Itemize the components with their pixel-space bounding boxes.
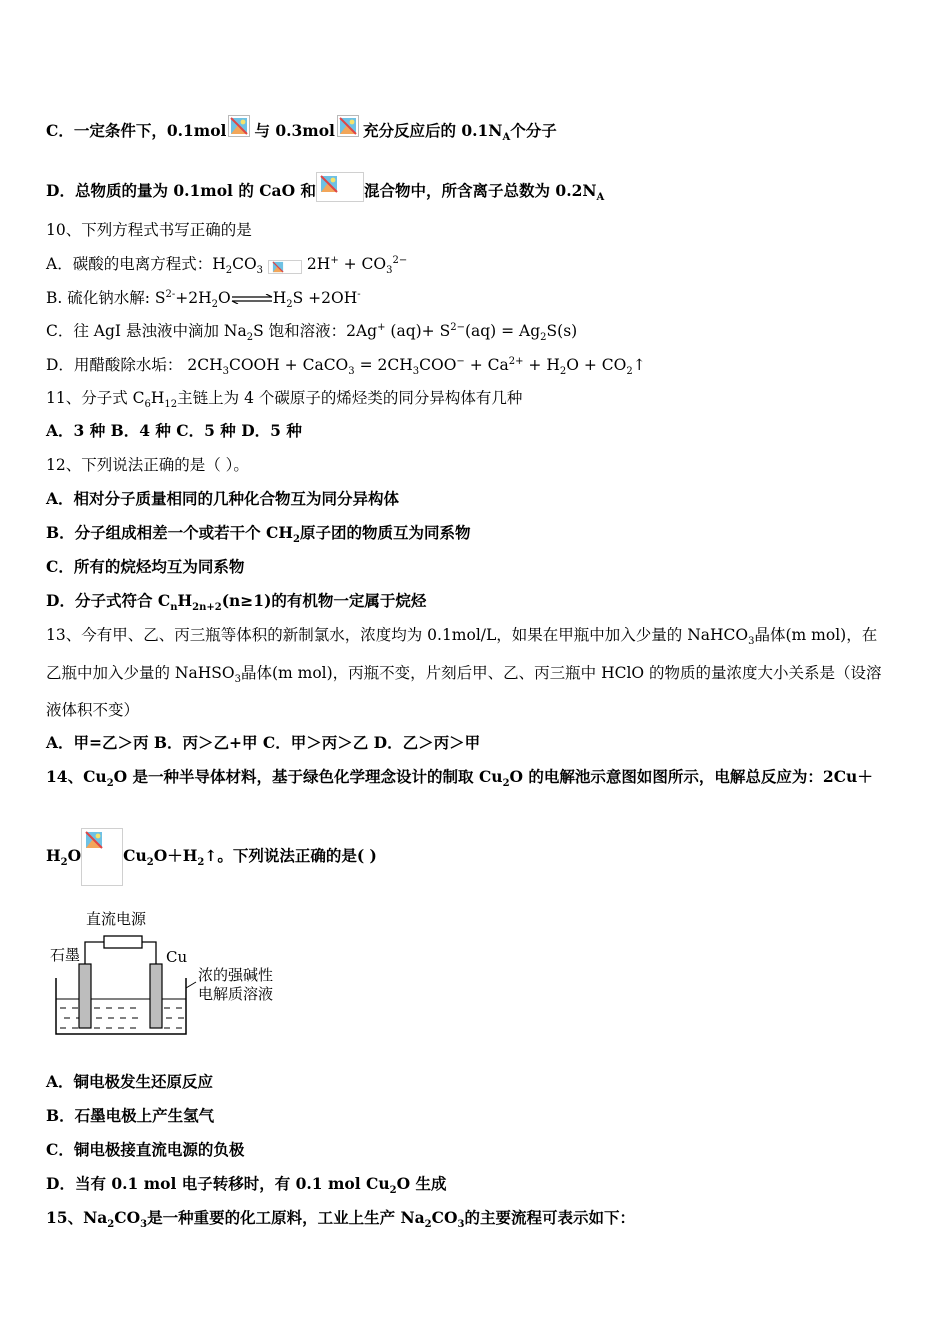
q15-stem: 15、$Na_2CO_3$是一种重要的化工原料，工业上生产 $Na_2CO_3$的主要流程可表示如下： [46,1208,635,1231]
q13-stem-line2: 乙瓶中加入少量的 NaHSO$_3$晶体(m mol)，丙瓶不变，片刻后甲、乙、丙三瓶中 HClO 的物质的量浓度大小关系是（设溶 [46,664,882,686]
q12-option-a: A．相对分子质量相同的几种化合物互为同分异构体 [46,489,400,508]
copper-electrode [150,964,162,1028]
q9-option-d: D．总物质的量为 0.1mol 的 CaO 和 混合物中，所含离子总数为 $0.2N_A$ [46,172,604,202]
q10-option-c: C．往 AgI 悬浊液中滴加 $Na_2S$ 饱和溶液：2Ag+ $(aq)+ S^{2-}(aq) = Ag_2S(s)$ [46,321,578,344]
graphite-electrode [79,964,91,1028]
q9-option-c: C．一定条件下，0.1mol 与 0.3mol 充分反应后的 $0.1N_A$个分子 [46,114,557,142]
power-source-label: 直流电源 [86,910,147,928]
q14-option-d: D．当有 0.1 mol 电子转移时，有 0.1 mol $Cu_2O$ 生成 [46,1174,447,1197]
q12-option-b: B．分子组成相差一个或若干个 $CH_2$原子团的物质互为同系物 [46,523,471,546]
q14-option-b: B．石墨电极上产生氢气 [46,1106,215,1125]
image-placeholder-icon [81,828,123,886]
q11-options: A．3 种 B．4 种 C．5 种 D．5 种 [46,421,302,440]
solution-label-line2: 电解质溶液 [198,985,274,1003]
q10-option-d: D．用醋酸除水垢： $2CH_3COOH$ + CaCO$_3$ = $2CH_3COO^- + Ca^{2+} + H_2O$ + $CO_2↑$ [46,355,646,378]
image-placeholder-icon [226,114,254,142]
electrolysis-diagram [46,904,306,1054]
reversible-arrow-icon [231,294,273,304]
q13-stem-line1: 13、今有甲、乙、丙三瓶等体积的新制氯水，浓度均为 0.1mol/L，如果在甲瓶中加入少量的 NaHCO$_3$晶体(m mol)，在 [46,626,878,648]
power-source-symbol [104,936,142,948]
graphite-label: 石墨 [50,946,81,964]
image-placeholder-icon [268,259,302,275]
image-placeholder-icon [316,172,364,202]
q14-option-c: C．铜电极接直流电源的负极 [46,1140,245,1159]
q13-options: A．甲=乙＞丙 B．丙＞乙+甲 C．甲＞丙＞乙 D．乙＞丙＞甲 [46,733,481,752]
q10-stem: 10、下列方程式书写正确的是 [46,221,252,239]
solution-label-line1: 浓的强碱性 [198,966,274,984]
q14-equation: $H_2O$ $Cu_2O+H_2↑$。下列说法正确的是( ) [46,826,377,886]
q11-stem: 11、分子式 $C_6H_{12}$主链上为 4 个碳原子的烯烃类的同分异构体有几种 [46,389,523,411]
q10-option-b: B. 硫化钠水解: $S^{2-}+2H_2O$ $H_2S +2OH^-$ [46,288,361,311]
image-placeholder-icon [335,114,363,142]
q12-stem: 12、下列说法正确的是（ ）。 [46,456,249,474]
q12-option-c: C．所有的烷烃均互为同系物 [46,557,245,576]
q10-option-a: A．碳酸的电离方程式：$H_2CO_3$ $2H^+ + CO_3^{2-}$ [46,254,408,277]
q13-stem-line3: 液体积不变） [46,701,140,719]
q12-option-d: D．分子式符合 $C_nH_{2n+2}(n\ge 1)$的有机物一定属于烷烃 [46,591,427,614]
q14-option-a: A．铜电极发生还原反应 [46,1072,214,1091]
copper-label: Cu [166,948,188,966]
q14-stem: 14、$Cu_2O$ 是一种半导体材料，基于绿色化学理念设计的制取 $Cu_2O$ 的电解池示意图如图所示，电解总反应为：2Cu＋ [46,767,873,790]
